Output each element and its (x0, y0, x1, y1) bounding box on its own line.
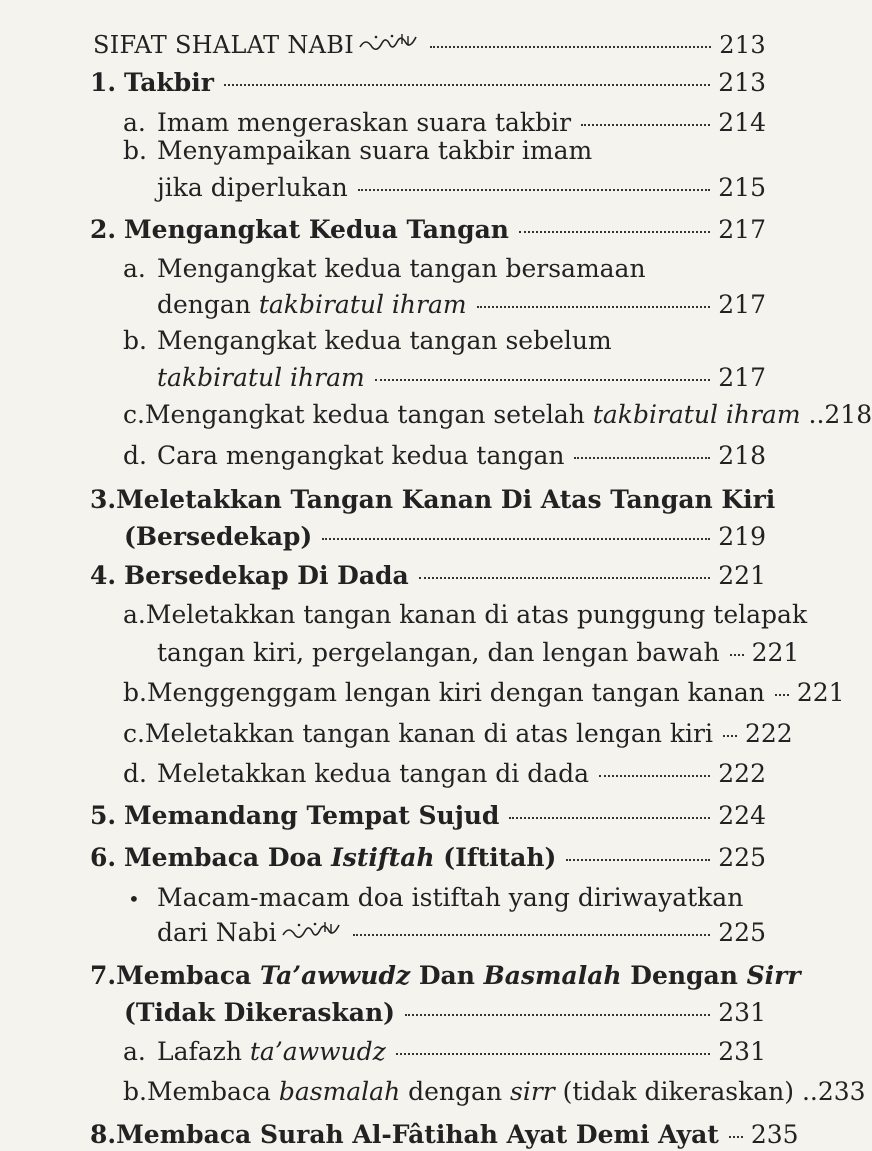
toc-heading (93, 30, 766, 60)
salawat-calligraphy-icon (358, 30, 420, 60)
entry-text: takbiratul ihram (157, 363, 365, 392)
dot-leader (224, 84, 710, 86)
entry-text: (tidak dikeraskan) .. (554, 1077, 818, 1106)
entry-text: Imam mengeraskan suara takbir (157, 108, 572, 137)
toc-entry (123, 719, 793, 749)
page-number: 219 (718, 522, 766, 551)
dot-leader (405, 1014, 710, 1016)
entry-text: Basmalah (483, 961, 622, 990)
dot-leader (375, 379, 711, 381)
dot-leader (322, 538, 710, 540)
dot-leader (430, 46, 711, 48)
entry-number: 3. (90, 485, 117, 514)
page-number: 217 (718, 290, 766, 319)
toc-entry (90, 68, 766, 98)
dot-leader (729, 1136, 743, 1138)
entry-text: Lafazh (157, 1037, 250, 1066)
page-number: 215 (718, 173, 766, 202)
toc-entry (90, 961, 801, 991)
entry-text: Menyampaikan suara takbir imam (157, 136, 593, 165)
toc-entry (90, 1120, 799, 1150)
toc-entry (123, 1077, 866, 1107)
entry-text: Membaca Doa (124, 843, 332, 872)
toc-entry (123, 1037, 766, 1067)
entry-number: 1. (90, 68, 117, 97)
entry-text: Macam-macam doa istiftah yang diriwayatkan (157, 883, 744, 912)
entry-text: takbiratul ihram (592, 400, 801, 429)
entry-number: 5. (90, 801, 117, 830)
entry-text: Dan (410, 961, 484, 990)
page-number: 235 (750, 1120, 799, 1149)
toc-entry (90, 485, 776, 515)
page-number: 213 (719, 31, 766, 59)
entry-text: Membaca (116, 961, 260, 990)
toc-entry (157, 363, 766, 393)
page-number: 233 (817, 1077, 866, 1106)
entry-number: b. (123, 678, 147, 707)
dot-leader (581, 124, 710, 126)
entry-text: .. (800, 400, 825, 429)
page-number: 213 (718, 68, 766, 97)
page-number: 221 (796, 678, 845, 707)
dot-leader (723, 735, 737, 737)
toc-entry (123, 600, 808, 630)
toc-entry (124, 998, 766, 1028)
entry-number: a. (123, 1037, 146, 1066)
toc-entry (123, 108, 766, 138)
page-number: 214 (718, 108, 766, 137)
heading-title: SIFAT SHALAT NABI (93, 31, 354, 59)
page-number: 218 (718, 441, 766, 470)
toc-entry (90, 561, 766, 591)
entry-number: d. (123, 759, 147, 788)
entry-text: Sirr (746, 961, 801, 990)
dot-leader (509, 817, 710, 819)
entry-text: Meletakkan Tangan Kanan Di Atas Tangan Kiri (116, 485, 776, 514)
entry-text: (Bersedekap) (124, 522, 313, 551)
entry-text: Cara mengangkat kedua tangan (157, 441, 565, 470)
toc-entry (157, 290, 766, 320)
toc-entry (123, 136, 766, 166)
page-number: 231 (718, 1037, 766, 1066)
entry-text: Ta’awwudz (259, 961, 411, 990)
entry-text: basmalah (278, 1077, 401, 1106)
toc-entry (123, 759, 766, 789)
salawat-calligraphy-icon (281, 918, 343, 948)
entry-text: Memandang Tempat Sujud (124, 801, 500, 830)
entry-text: tangan kiri, pergelangan, dan lengan bawah (157, 638, 720, 667)
entry-text: Takbir (124, 68, 214, 97)
page-number: 217 (718, 215, 766, 244)
toc-entry (157, 173, 766, 203)
entry-number: • (128, 887, 140, 911)
dot-leader (730, 654, 744, 656)
toc-entry (123, 326, 766, 356)
page-number: 224 (718, 801, 766, 830)
dot-leader (353, 934, 711, 936)
page-number: 222 (744, 719, 793, 748)
entry-number: 6. (90, 843, 117, 872)
entry-text: Dengan (621, 961, 747, 990)
entry-text: dengan (400, 1077, 510, 1106)
toc-entry (123, 400, 872, 430)
entry-number: b. (123, 1077, 147, 1106)
toc-entry (90, 215, 766, 245)
dot-leader (566, 859, 710, 861)
entry-text: Bersedekap Di Dada (124, 561, 409, 590)
entry-text: Mengangkat kedua tangan sebelum (157, 326, 612, 355)
entry-text: Meletakkan tangan kanan di atas lengan kiri (144, 719, 713, 748)
entry-text: ta’awwudz (249, 1037, 386, 1066)
toc-entry (157, 638, 800, 668)
entry-text: Meletakkan kedua tangan di dada (157, 759, 590, 788)
entry-text: Menggenggam lengan kiri dengan tangan kanan (146, 678, 765, 707)
entry-number: b. (123, 326, 147, 355)
page-number: 225 (718, 843, 766, 872)
entry-text: Membaca Surah Al-Fâtihah Ayat Demi Ayat (116, 1120, 719, 1149)
page-number: 222 (718, 759, 766, 788)
toc-entry (90, 843, 766, 873)
entry-number: 8. (90, 1120, 117, 1149)
page-number: 221 (718, 561, 766, 590)
entry-text: Membaca (146, 1077, 279, 1106)
dot-leader (599, 775, 710, 777)
entry-text: dengan (157, 290, 259, 319)
entry-text: sirr (510, 1077, 555, 1106)
entry-text: jika diperlukan (157, 173, 348, 202)
entry-text: Mengangkat kedua tangan setelah (144, 400, 593, 429)
entry-text: (Tidak Dikeraskan) (124, 998, 396, 1027)
entry-number: c. (123, 400, 145, 429)
entry-text: Mengangkat Kedua Tangan (124, 215, 509, 244)
entry-number: 2. (90, 215, 117, 244)
toc-entry (124, 522, 766, 552)
dot-leader (358, 189, 711, 191)
toc-entry (123, 678, 845, 708)
page-number: 231 (718, 998, 766, 1027)
toc-entry (128, 883, 766, 914)
dot-leader (775, 694, 789, 696)
page-number: 217 (718, 363, 766, 392)
entry-text: (Iftitah) (434, 843, 557, 872)
toc-entry (157, 918, 766, 948)
entry-text: dari Nabi (157, 918, 277, 947)
entry-number: c. (123, 719, 145, 748)
entry-number: 4. (90, 561, 117, 590)
toc-entry (123, 254, 766, 284)
entry-number: a. (123, 254, 146, 283)
entry-number: b. (123, 136, 147, 165)
entry-number: d. (123, 441, 147, 470)
page-number: 218 (824, 400, 872, 429)
entry-number: 7. (90, 961, 117, 990)
page-number: 225 (718, 918, 766, 947)
dot-leader (519, 231, 710, 233)
entry-text: Mengangkat kedua tangan bersamaan (157, 254, 646, 283)
entry-number: a. (123, 600, 146, 629)
dot-leader (574, 457, 710, 459)
dot-leader (396, 1053, 711, 1055)
toc-entry (90, 801, 766, 831)
dot-leader (477, 306, 711, 308)
entry-text: Meletakkan tangan kanan di atas punggung telapak (145, 600, 808, 629)
page-number: 221 (751, 638, 800, 667)
entry-text: Istiftah (331, 843, 435, 872)
entry-number: a. (123, 108, 146, 137)
toc-entry (123, 441, 766, 471)
dot-leader (419, 577, 711, 579)
entry-text: takbiratul ihram (258, 290, 467, 319)
